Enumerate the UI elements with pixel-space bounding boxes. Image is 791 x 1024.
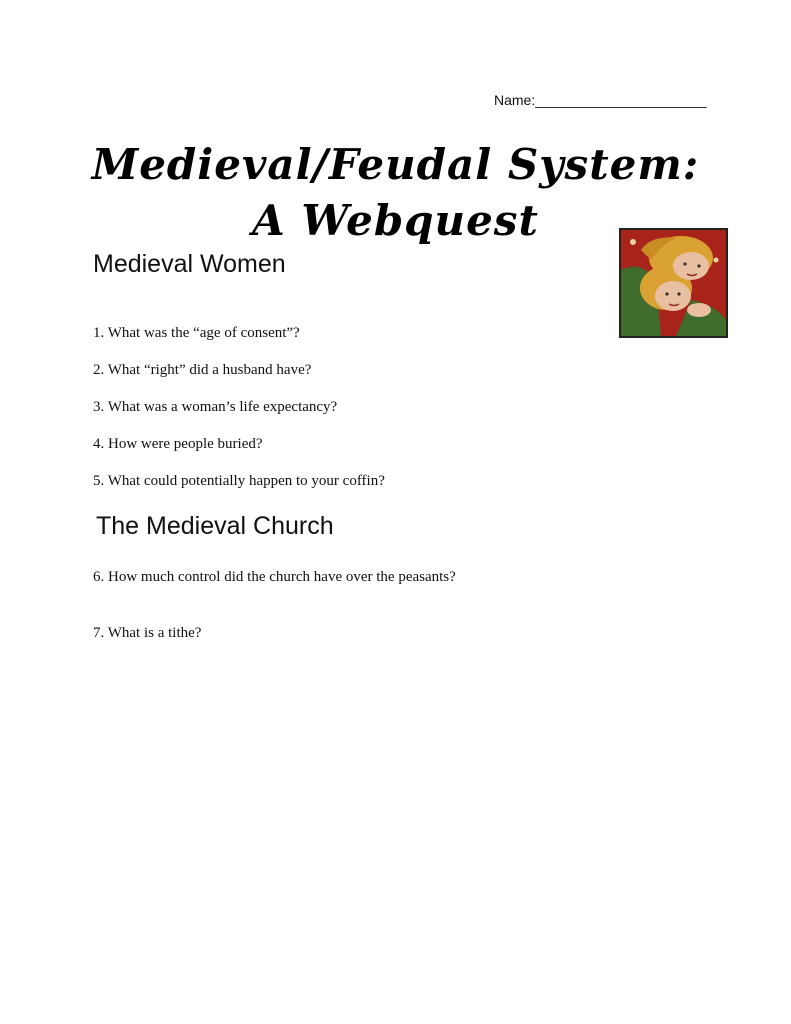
medieval-couple-icon bbox=[621, 230, 726, 336]
page-title-line-2: A Webquest bbox=[252, 196, 539, 245]
section-heading-medieval-women: Medieval Women bbox=[93, 250, 286, 278]
question-5: 5. What could potentially happen to your coffin? bbox=[93, 473, 385, 489]
question-6: 6. How much control did the church have over the peasants? bbox=[93, 569, 456, 585]
medieval-couple-illustration bbox=[619, 228, 728, 338]
question-7: 7. What is a tithe? bbox=[93, 625, 202, 641]
page-title-line-1: Medieval/Feudal System: bbox=[91, 140, 700, 189]
name-field[interactable]: Name:______________________ bbox=[494, 92, 707, 108]
question-2: 2. What “right” did a husband have? bbox=[93, 362, 312, 378]
question-1: 1. What was the “age of consent”? bbox=[93, 325, 300, 341]
section-heading-medieval-church: The Medieval Church bbox=[96, 512, 334, 540]
question-4: 4. How were people buried? bbox=[93, 436, 263, 452]
question-3: 3. What was a woman’s life expectancy? bbox=[93, 399, 338, 415]
